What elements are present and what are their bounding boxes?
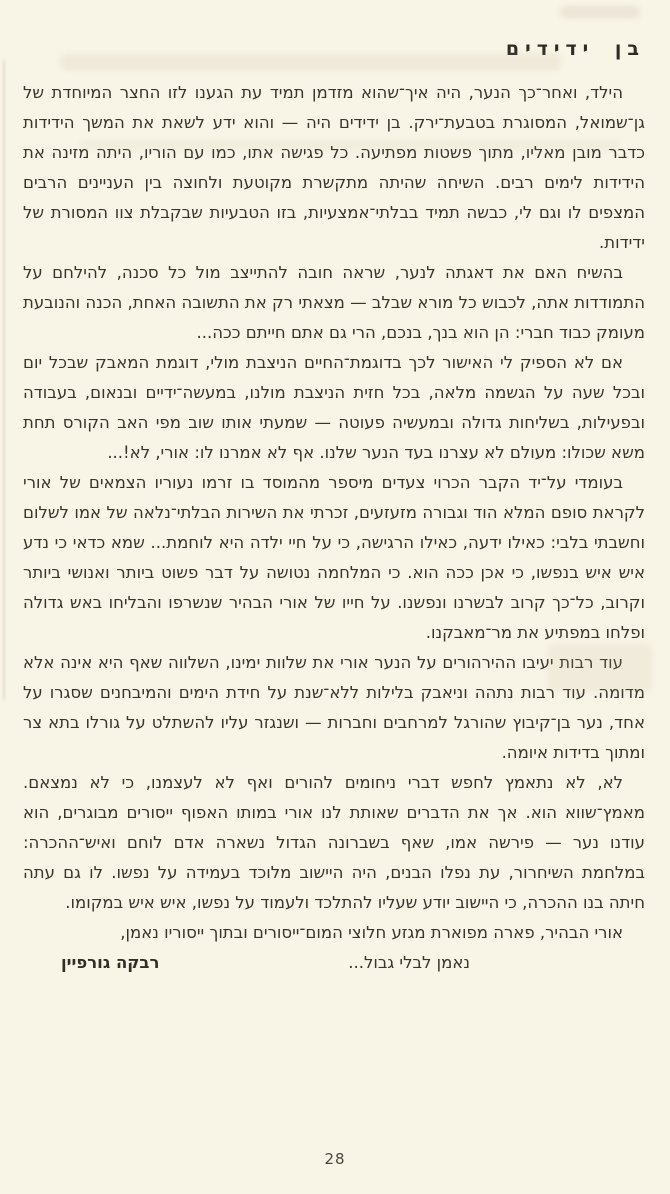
body-text <box>23 78 645 978</box>
paragraph: עוד רבות יעיבו ההירהורים על הנער אורי את שלוות ימינו, השלווה שאף היא אינה אלא מדומה. עוד רבות נתהה וניאבק בלילות ללא־שנת על חידת הימים והמיבחנים שסגרו על אחד, נער בן־קיבוץ שהורגל למרחבים וחברות — ושנגזר עליו להשתלט על גורלו בתא צר ומתוך בדידות איומה. <box>23 653 645 762</box>
author-signature: רבקה גורפיין <box>61 953 160 972</box>
paragraph: בהשיח האם את דאגתה לנער, שראה חובה להתייצב מול כל סכנה, להילחם על התמודדות אתה, לכבוש כל מורא שבלב — מצאתי רק את התשובה האחת, הכנה והנובעת מעומק כבוד חברי: הן הוא בנך, בנכם, הרי גם אתם חייתם ככה... <box>23 263 645 342</box>
page-number: 28 <box>324 1150 346 1168</box>
page-edge-shadow <box>3 60 5 700</box>
bleed-through-artifact <box>560 6 640 18</box>
paragraph: אורי הבהיר, פארה מפוארת מגזע חלוצי המום־ייסורים ובתוך ייסוריו נאמן, <box>120 923 623 942</box>
closing-row <box>23 948 645 978</box>
paragraph: לא, לא נתאמץ לחפש דברי ניחומים להורים ואף לא לעצמנו, כי לא נמצאם. מאמץ־שווא הוא. אך את הדברים שאותת לנו אורי במותו האפוף ייסורים מבוגרים, הוא עודנו נער — פירשה אמו, שאף בשברונה הגדול נשארה אדם לוחם ואיש־ההכרה: במלחמת השיחרור, עת נפלו הבנים, היה היישוב מלוכד בעמידה על נפשו. לו גם עתה חיתה בנו ההכרה, כי היישוב יודע שעליו להתלכד ולעמוד על נפשו, איש איש במקומו. <box>23 773 645 912</box>
closing-line: נאמן לבלי גבול... <box>348 953 470 972</box>
paragraph: אם לא הספיק לי האישור לכך בדוגמת־החיים הניצבת מולי, דוגמת המאבק שבכל יום ובכל שעה על הגשמה מלאה, בכל חזית הניצבת מולנו, במעשה־ידיים ובנאום, בעבודה ובפעילות, בשליחות גדולה ובמעשיה פעוטה — שמעתי אותו שוב מפי האב הקורס תחת משא שכולו: מעולם לא עצרנו בעד הנער שלנו. אף לא אמרנו לו: אורי, לא!... <box>23 353 645 462</box>
paragraph: בעומדי על־יד הקבר הכרוי צעדים מיספר מהמוסד בו זרמו נעוריו הצמאים של אורי לקראת סופם המלא הוד וגבורה מזעזעים, זכרתי את השירות הבלתי־נלאה של אמו לשלום וחשבתי בלבי: כאילו ידעה, כאילו הרגישה, כי על חיי ילדה היא לוחמת... שמא כדאי כי נדע איש איש בנפשו, כי אכן ככה הוא. כי המלחמה נטושה על דבר פשוט ביותר ואנושי ביותר וקרוב, כל־כך קרוב לבשרנו ונפשנו. על חייו של אורי הבהיר שנשרפו והבליחו באש גדולה ופלחו במפתיע את מר־מאבקנו. <box>23 473 645 642</box>
page-title: בן ידידים <box>505 38 645 60</box>
paragraph: הילד, ואחר־כך הנער, היה איך־שהוא מזדמן תמיד עת הגענו לזו החצר המיוחדת של גן־שמואל, המסוגרת בטבעת־ירק. בן ידידים היה — והוא ידע לשאת את המשך הידידות כדבר מובן מאליו, מתוך פשטות מפתיעה. כל פגישה אתו, כמו עם הוריו, היתה מזינה את הידידות לימים רבים. השיחה שהיתה מתקשרת מקוטעת ולחוצה בין העניינים הרבים המצפים לו וגם לי, כבשה תמיד בבלתי־אמצעיות, בזו הטבעיות שבקבלת צוו המסורת של ידידות. <box>23 83 645 252</box>
